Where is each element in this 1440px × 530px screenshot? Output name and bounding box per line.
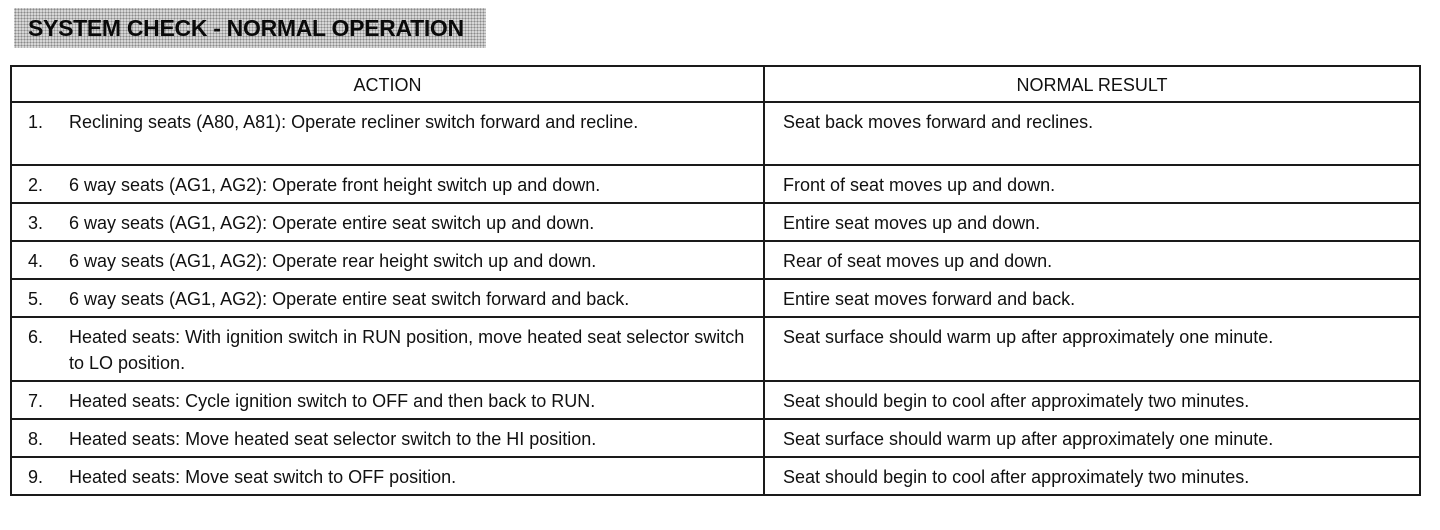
action-text: 6 way seats (AG1, AG2): Operate entire seat switch up and down.: [69, 213, 595, 233]
action-text: Heated seats: Move seat switch to OFF position.: [69, 467, 457, 487]
table-row: [11, 419, 1420, 457]
result-cell: Front of seat moves up and down.: [764, 165, 1420, 203]
action-cell: [11, 203, 764, 241]
table-row: [11, 241, 1420, 279]
step-number: 6.: [28, 327, 44, 347]
step-number: 7.: [28, 391, 44, 411]
system-check-table: [10, 65, 1421, 496]
step-number: 5.: [28, 289, 44, 309]
table-row: [11, 381, 1420, 419]
step-number: 4.: [28, 251, 44, 271]
result-cell: Seat surface should warm up after approximately one minute.: [764, 317, 1420, 381]
action-cell: [11, 381, 764, 419]
action-text: 6 way seats (AG1, AG2): Operate rear height switch up and down.: [69, 251, 597, 271]
result-cell: Entire seat moves forward and back.: [764, 279, 1420, 317]
action-text: Heated seats: Cycle ignition switch to OFF and then back to RUN.: [69, 391, 596, 411]
step-number: 1.: [28, 112, 44, 132]
action-cell: [11, 419, 764, 457]
step-number: 2.: [28, 175, 44, 195]
step-number: 3.: [28, 213, 44, 233]
action-cell: [11, 317, 764, 381]
action-text: Heated seats: Move heated seat selector switch to the HI position.: [69, 429, 597, 449]
result-cell: Rear of seat moves up and down.: [764, 241, 1420, 279]
result-cell: Seat should begin to cool after approximately two minutes.: [764, 381, 1420, 419]
action-text: 6 way seats (AG1, AG2): Operate entire seat switch forward and back.: [69, 289, 630, 309]
action-cell: [11, 241, 764, 279]
action-cell: [11, 279, 764, 317]
result-cell: Seat surface should warm up after approximately one minute.: [764, 419, 1420, 457]
action-text: Reclining seats (A80, A81): Operate recliner switch forward and recline.: [69, 112, 639, 132]
title-banner: [14, 8, 486, 48]
table-row: [11, 165, 1420, 203]
action-text: 6 way seats (AG1, AG2): Operate front height switch up and down.: [69, 175, 601, 195]
action-cell: [11, 165, 764, 203]
table-row: [11, 317, 1420, 381]
table-header-row: [11, 66, 1420, 102]
table-row: [11, 457, 1420, 495]
table-row: [11, 203, 1420, 241]
header-action: ACTION: [11, 66, 764, 102]
table-row: [11, 279, 1420, 317]
page-title: SYSTEM CHECK - NORMAL OPERATION: [28, 14, 464, 41]
step-number: 9.: [28, 467, 44, 487]
action-cell: [11, 102, 764, 165]
result-cell: Seat should begin to cool after approximately two minutes.: [764, 457, 1420, 495]
step-number: 8.: [28, 429, 44, 449]
action-cell: [11, 457, 764, 495]
action-text: Heated seats: With ignition switch in RUN position, move heated seat selector switch to LO position.: [69, 327, 745, 373]
header-normal-result: NORMAL RESULT: [764, 66, 1420, 102]
result-cell: Seat back moves forward and reclines.: [764, 102, 1420, 165]
result-cell: Entire seat moves up and down.: [764, 203, 1420, 241]
table-row: [11, 102, 1420, 165]
